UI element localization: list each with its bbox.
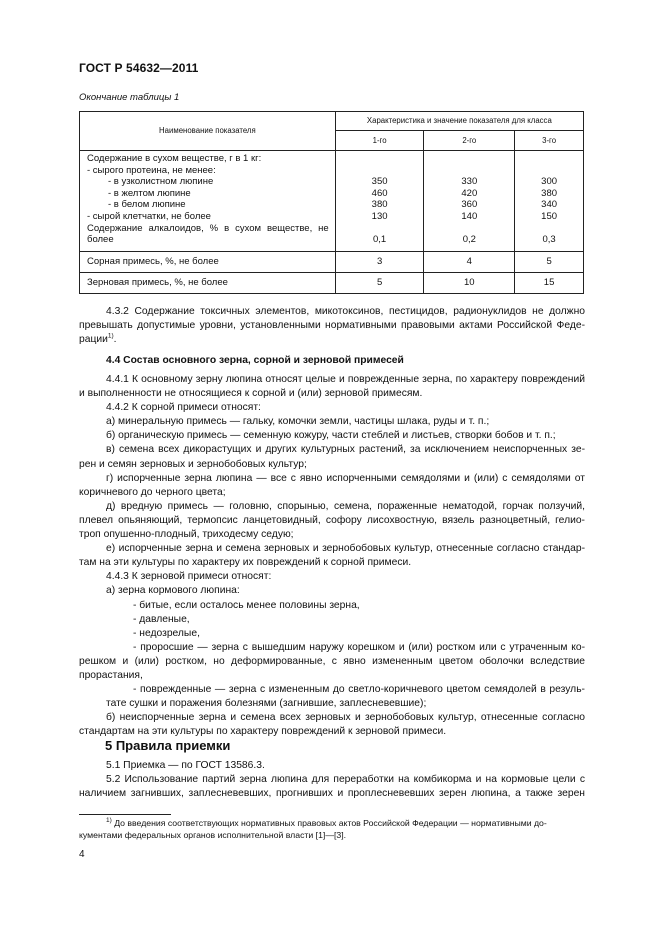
text-line: 4.4.1 К основному зерну люпина относят целые и поврежденные зерна, по характеру повреждений <box>106 374 585 385</box>
page-number: 4 <box>79 849 85 860</box>
text-line: решком и (или) ростком, но деформированные, с явно измененным цветом оболочки вследствие <box>79 655 585 667</box>
row-name-cell <box>80 151 336 252</box>
text-line: 4.3.2 Содержание токсичных элементов, микотоксинов, пестицидов, радионуклидов не должно <box>106 306 585 317</box>
cell-value: 0,3 <box>542 233 556 245</box>
cell-value: 5 <box>515 251 584 272</box>
cell-value: 460 <box>371 187 388 199</box>
footnote-separator <box>79 814 171 815</box>
cell-value: 340 <box>541 199 558 211</box>
column-header-class-3: 3-го <box>515 131 584 151</box>
text-line: тате сушки и поражения болезнями (загнившие, заплесневевшие); <box>106 698 427 710</box>
text-line: стандартам на эти культуры по характеру повреждений к зерновой примеси. <box>79 726 447 738</box>
row-label: - в желтом люпине <box>108 187 191 199</box>
text-line: г) испорченные зерна люпина — все с явно испорченными семядолями и (или) с семядолями от <box>106 472 585 484</box>
row-label: Зерновая примесь, %, не более <box>87 276 228 288</box>
footnote <box>79 817 585 841</box>
text-fragment: . <box>113 334 117 346</box>
text-line: и выполненности не относящиеся к сорной и (или) зерновой примесям. <box>79 388 423 400</box>
cell-value: 10 <box>424 272 515 293</box>
cell-value: 3 <box>335 251 424 272</box>
column-header-group: Характеристика и значение показателя для класса <box>335 112 583 131</box>
text-line: - проросшие — зерна с вышедшим наружу корешком и (или) ростком или с утраченным ко- <box>133 641 585 653</box>
footnote-line <box>79 817 585 829</box>
text-line: плевел опьяняющий, термопсис ланцетовидный, софору лисохвостную, вязель разноцветный, гелио- <box>79 514 585 526</box>
cell-value: 15 <box>515 272 584 293</box>
row-label: - сырого протеина, не менее: <box>87 164 216 176</box>
row-label: Содержание в сухом веществе, г в 1 кг: <box>87 153 262 164</box>
cell-value: 130 <box>371 210 388 222</box>
text-line: б) органическую примесь — семенную кожуру, части стеблей и листьев, створки бобов и т. п.; <box>106 430 556 442</box>
text-line: б) неиспорченные зерна и семена всех зерновых и зернобобовых культур, отнесенные согласно <box>106 712 585 724</box>
text-line: в) семена всех дикорастущих и других культурных растений, за исключением неиспорченных зе- <box>106 444 585 456</box>
cell-value: 360 <box>461 199 478 211</box>
text-line: - битые, если осталось менее половины зерна, <box>133 599 360 611</box>
footnote-line: кументами федеральных органов исполнительной власти [1]—[3]. <box>79 830 347 840</box>
text-line: 5.1 Приемка — по ГОСТ 13586.3. <box>106 760 265 771</box>
row-label: Сорная примесь, %, не более <box>87 255 219 267</box>
row-label: Содержание алкалоидов, % в сухом веществе, не <box>87 222 329 234</box>
column-header-name: Наименование показателя <box>80 112 336 151</box>
cell-value: 150 <box>541 210 558 222</box>
cell-value: 140 <box>461 210 478 222</box>
text-line: а) зерна кормового люпина: <box>106 585 240 597</box>
table-row <box>80 251 584 272</box>
row-label: - сырой клетчатки, не более <box>87 210 211 222</box>
values-class-1 <box>335 151 424 252</box>
text-fragment: рации <box>79 334 108 346</box>
cell-value: 380 <box>541 187 558 199</box>
text-line: е) испорченные зерна и семена зерновых и зернобобовых культур, отнесенные согласно стандар- <box>106 543 585 555</box>
section-4-4-body <box>79 373 585 739</box>
cell-value: 330 <box>461 176 478 187</box>
cell-value: 380 <box>371 199 388 211</box>
footnote-ref: 1) <box>107 332 114 340</box>
text-line: 5.2 Использование партий зерна люпина для переработки на комбикорма и на кормовые цели с <box>106 774 585 786</box>
table-row <box>80 272 584 293</box>
table-row <box>80 151 584 252</box>
section-5-body <box>79 759 585 801</box>
cell-value: 300 <box>541 176 558 187</box>
text-line: д) вредную примесь — головню, спорынью, семена, пораженные нематодой, горчак ползучий, <box>106 500 585 512</box>
text-line: - давленые, <box>133 613 190 625</box>
footnote-mark: 1) <box>106 817 112 825</box>
text-line: - недозрелые, <box>133 627 200 639</box>
text-line: - поврежденные — зерна с измененным до светло-коричневого цветом семядолей в резуль- <box>133 684 585 696</box>
text-line: 4.4.2 К сорной примеси относят: <box>106 402 261 414</box>
text-line: рен и семян зерновых и зернобобовых культур; <box>79 458 307 470</box>
indicators-table <box>79 111 584 294</box>
values-class-2 <box>424 151 515 252</box>
text-line <box>79 333 585 347</box>
text-line: коричневого до черного цвета; <box>79 486 226 498</box>
cell-value: 5 <box>335 272 424 293</box>
values-class-3 <box>515 151 584 252</box>
document-header: ГОСТ Р 54632—2011 <box>79 61 199 75</box>
row-name-cell <box>80 272 336 293</box>
cell-value: 420 <box>461 187 478 199</box>
section-heading-4-4: 4.4 Состав основного зерна, сорной и зерновой примесей <box>106 355 404 366</box>
text-line: троп опушенно-плодный, триходесму седую; <box>79 529 294 541</box>
row-label: - в узколистном люпине <box>108 176 214 188</box>
footnote-text: До введения соответствующих нормативных правовых актов Российской Федерации — нормативными до- <box>111 818 547 828</box>
paragraph-4-3-2 <box>79 305 585 347</box>
table-caption: Окончание таблицы 1 <box>79 92 180 103</box>
cell-value: 0,2 <box>462 233 476 245</box>
row-label: более <box>87 234 114 246</box>
text-line: превышать допустимые уровни, установленными нормативными правовыми актами Российской Феде- <box>79 320 585 332</box>
text-line: там на эти культуры по характеру их повреждений к сорной примеси. <box>79 557 412 569</box>
text-line: прорастания, <box>79 669 143 681</box>
text-line: а) минеральную примесь — гальку, комочки земли, частицы шлака, руды и т. п.; <box>106 416 490 428</box>
section-heading-5: 5 Правила приемки <box>105 738 231 753</box>
row-name-cell <box>80 251 336 272</box>
text-line: наличием загнивших, заплесневевших, прогнивших и проплесневевших зерен люпина, а также зерен <box>79 788 585 800</box>
cell-value: 0,1 <box>372 233 387 245</box>
cell-value: 350 <box>371 176 388 187</box>
text-line: 4.4.3 К зерновой примеси относят: <box>106 571 272 583</box>
cell-value: 4 <box>424 251 515 272</box>
column-header-class-1: 1-го <box>335 131 424 151</box>
row-label: - в белом люпине <box>108 199 186 211</box>
column-header-class-2: 2-го <box>424 131 515 151</box>
